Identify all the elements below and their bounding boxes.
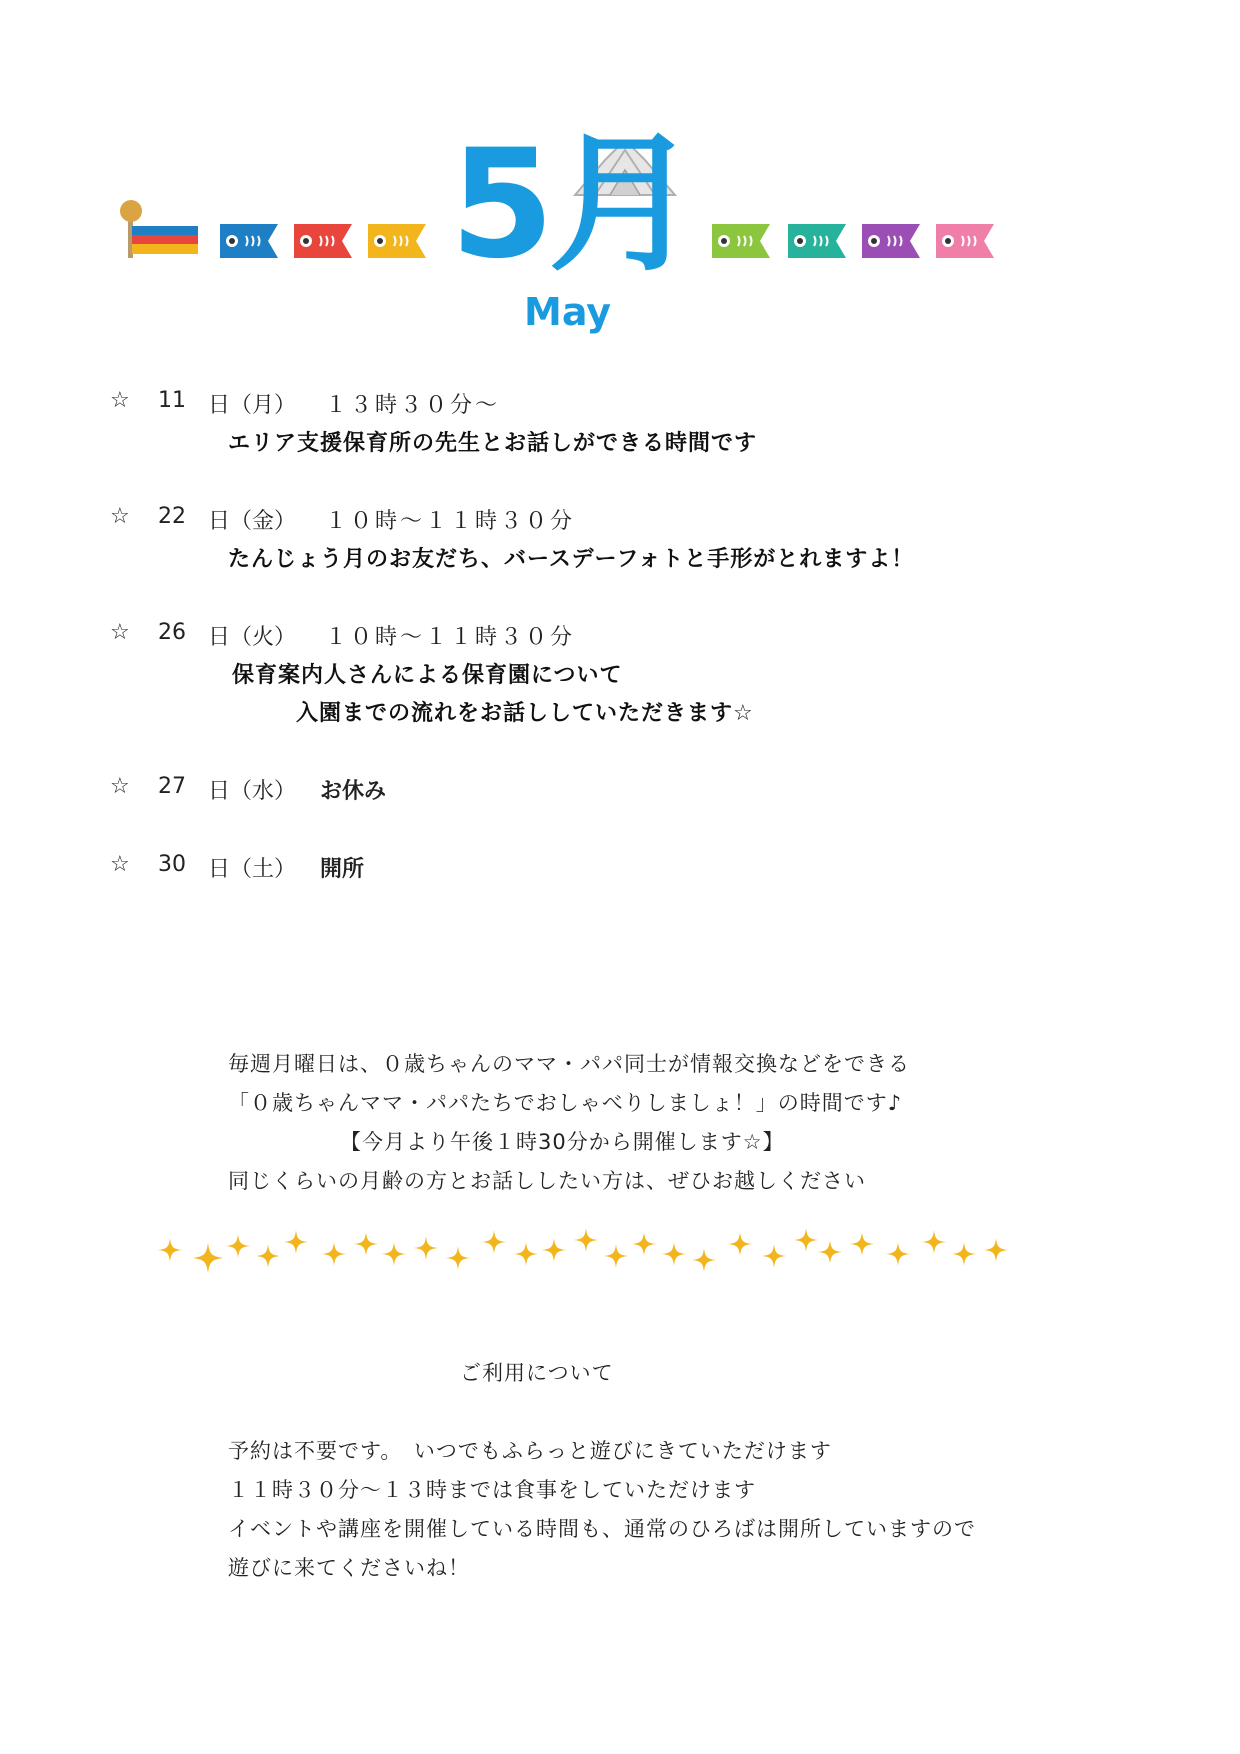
schedule-weekday: 日（金）	[208, 509, 297, 534]
schedule-time: １３時３０分〜	[325, 393, 501, 418]
carp-flag-icon	[712, 224, 770, 258]
carp-flag-icon	[936, 224, 994, 258]
schedule-day: 22	[158, 504, 186, 529]
schedule-note: たんじょう月のお友だち、バースデーフォトと手形がとれますよ！	[228, 547, 915, 572]
announcement-line: 毎週月曜日は、０歳ちゃんのママ・パパ同士が情報交換などをできる	[228, 1052, 910, 1076]
star-icon: ☆	[110, 504, 130, 529]
star-icon: ☆	[110, 620, 130, 645]
usage-heading: ご利用について	[460, 1361, 614, 1385]
schedule-day: 11	[158, 388, 186, 413]
schedule-day: 27	[158, 774, 186, 799]
carp-flag-icon	[862, 224, 920, 258]
schedule-weekday: 日（水）	[208, 779, 297, 804]
announcement-line: 「０歳ちゃんママ・パパたちでおしゃべりしましょ！」の時間です♪	[228, 1091, 903, 1115]
koinobori-pole-ball	[120, 200, 142, 222]
schedule-inline-note: お休み	[320, 779, 387, 804]
usage-line: 予約は不要です。 いつでもふらっと遊びにきていただけます	[228, 1439, 832, 1463]
month-number: 5月	[450, 118, 693, 292]
sparkle-divider	[108, 1198, 1020, 1284]
schedule-weekday: 日（月）	[208, 393, 297, 418]
schedule-weekday: 日（土）	[208, 857, 297, 882]
star-icon: ☆	[110, 388, 130, 413]
month-english: May	[524, 290, 612, 334]
star-icon: ☆	[110, 852, 130, 877]
carp-flag-icon	[294, 224, 352, 258]
schedule-note: エリア支援保育所の先生とお話しができる時間です	[228, 431, 758, 456]
star-icon: ☆	[110, 774, 130, 799]
schedule-note: 入園までの流れをお話ししていただきます☆	[296, 701, 754, 726]
announcement-line: 【今月より午後１時30分から開催します☆】	[340, 1130, 785, 1154]
announcement-line: 同じくらいの月齢の方とお話ししたい方は、ぜひお越しください	[228, 1169, 866, 1193]
sparkle-icon	[158, 1228, 1008, 1274]
usage-line: イベントや講座を開催している時間も、通常のひろばは開所していますので	[228, 1517, 976, 1541]
schedule-time: １０時〜１１時３０分	[325, 625, 576, 650]
schedule-note: 保育案内人さんによる保育園について	[232, 663, 623, 688]
carp-flag-icon	[368, 224, 426, 258]
schedule-weekday: 日（火）	[208, 625, 297, 650]
schedule-day: 26	[158, 620, 186, 645]
schedule-day: 30	[158, 852, 186, 877]
usage-line: 遊びに来てくださいね！	[228, 1556, 470, 1580]
streamer-icon	[132, 226, 198, 260]
schedule-time: １０時〜１１時３０分	[325, 509, 576, 534]
usage-line: １１時３０分〜１３時までは食事をしていただけます	[228, 1478, 756, 1502]
carp-flag-icon	[788, 224, 846, 258]
carp-flag-icon	[220, 224, 278, 258]
schedule-inline-note: 開所	[320, 857, 365, 882]
